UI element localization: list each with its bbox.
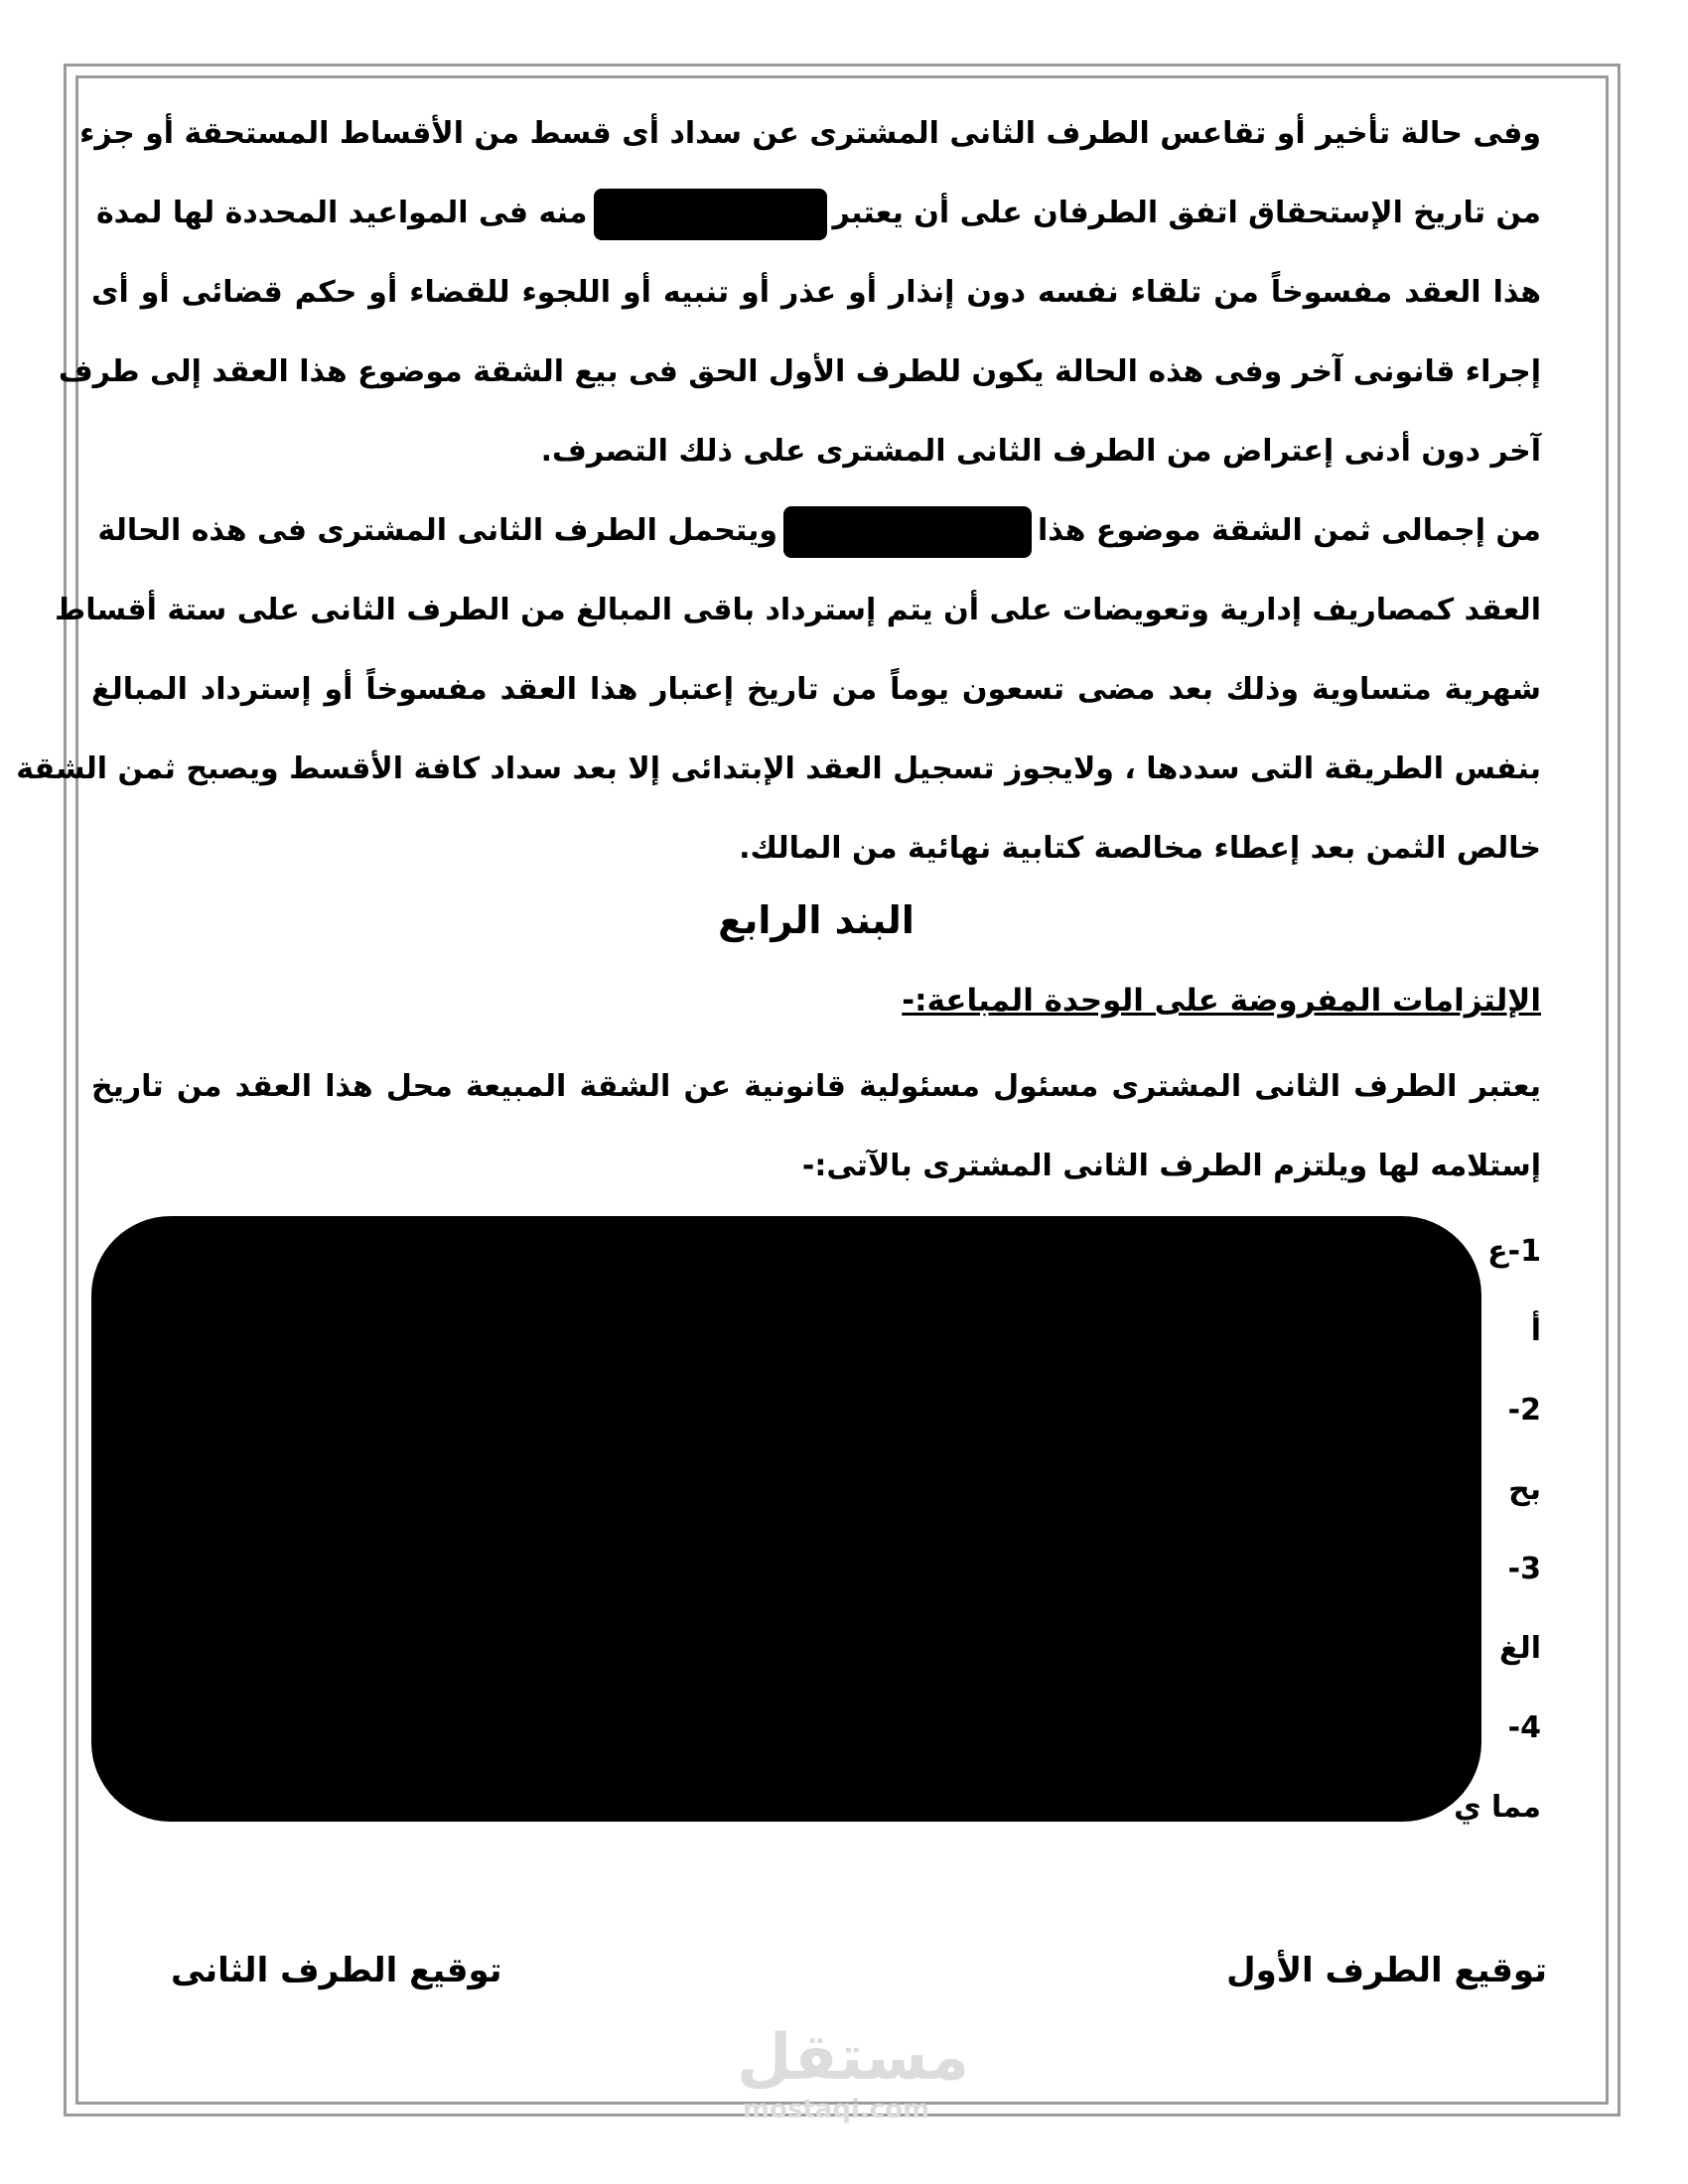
clause-subtitle: الإلتزامات المفروضة على الوحدة المباعة:- — [902, 983, 1541, 1019]
redaction-block-list — [91, 1216, 1481, 1822]
para2-line1-start: من إجمالى ثمن الشقة موضوع هذا — [1037, 513, 1541, 548]
redaction-duration — [594, 189, 827, 240]
para3-line1: يعتبر الطرف الثانى المشترى مسئول مسئولية قانونية عن الشقة المبيعة محل هذا العقد من تاريخ — [91, 1069, 1541, 1104]
list-item-1-fragment: 1-ع — [1487, 1234, 1541, 1269]
para1-line2-start: من تاريخ الإستحقاق اتفق الطرفان على أن يعتبر — [832, 196, 1541, 230]
signature-second-party: توقيع الطرف الثانى — [171, 1951, 502, 1990]
para2-line1-end: ويتحمل الطرف الثانى المشترى فى هذه الحالة — [97, 513, 777, 548]
para1-line2 — [91, 184, 1541, 243]
para2-line1 — [91, 501, 1541, 561]
list-item-2-fragment: 2- — [1507, 1393, 1541, 1428]
clause-heading: البند الرابع — [718, 898, 914, 942]
list-item-3-fragment: 3- — [1507, 1552, 1541, 1586]
para2-line3: شهرية متساوية وذلك بعد مضى تسعون يوماً من تاريخ إعتبار هذا العقد مفسوخاً أو إسترداد المبالغ — [91, 672, 1541, 707]
para2-line5: خالص الثمن بعد إعطاء مخالصة كتابية نهائية من المالك. — [739, 831, 1541, 866]
redaction-percentage — [783, 506, 1032, 558]
list-item-2-cont-fragment: بح — [1508, 1472, 1541, 1507]
para1-line5: آخر دون أدنى إعتراض من الطرف الثانى المشترى على ذلك التصرف. — [540, 434, 1541, 469]
para2-line2: العقد كمصاريف إدارية وتعويضات على أن يتم إسترداد باقى المبالغ من الطرف الثانى على ستة أقساط — [55, 593, 1541, 627]
para1-line3: هذا العقد مفسوخاً من تلقاء نفسه دون إنذار أو عذر أو تنبيه أو اللجوء للقضاء أو حكم قضائى أو أى — [91, 275, 1541, 310]
watermark-logo: مستقل — [737, 2021, 970, 2095]
para1-line2-end: منه فى المواعيد المحددة لها لمدة — [95, 196, 588, 230]
signature-first-party: توقيع الطرف الأول — [1226, 1951, 1547, 1990]
para2-line4: بنفس الطريقة التى سددها ، ولايجوز تسجيل العقد الإبتدائى إلا بعد سداد كافة الأقسط ويصبح ثمن الشقة — [16, 751, 1541, 786]
list-item-3-cont-fragment: الغ — [1498, 1631, 1541, 1666]
list-item-4-cont-fragment: مما ي — [1454, 1790, 1541, 1825]
para1-line1: وفى حالة تأخير أو تقاعس الطرف الثانى المشترى عن سداد أى قسط من الأقساط المستحقة أو جزء — [79, 116, 1541, 151]
list-item-4-fragment: 4- — [1507, 1710, 1541, 1745]
watermark-url: mostaqi.com — [743, 2095, 930, 2124]
list-item-1-cont-fragment: أ — [1530, 1313, 1541, 1348]
para1-line4: إجراء قانونى آخر وفى هذه الحالة يكون للطرف الأول الحق فى بيع الشقة موضوع هذا العقد إلى طرف — [58, 354, 1541, 389]
para3-line2: إستلامه لها ويلتزم الطرف الثانى المشترى بالآتى:- — [801, 1149, 1541, 1183]
